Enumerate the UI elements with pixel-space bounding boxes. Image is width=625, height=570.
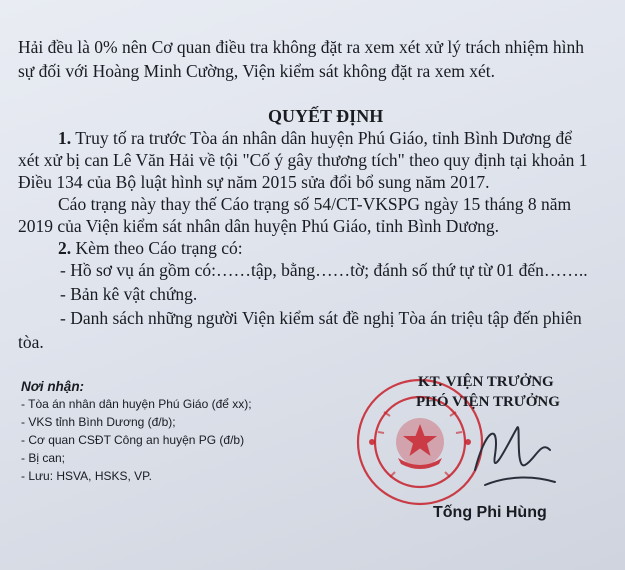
attachment-2: - Bản kê vật chứng. <box>60 284 198 304</box>
replace-line-1: Cáo trạng này thay thế Cáo trạng số 54/CT-VKSPG ngày 15 tháng 8 năm <box>58 194 572 214</box>
item-2-text: Kèm theo Cáo trạng có: <box>75 238 243 258</box>
decision-item-1-line-3: Điều 134 của Bộ luật hình sự năm 2015 sửa đổi bổ sung năm 2017. <box>18 172 490 192</box>
recipient-item: - Cơ quan CSĐT Công an huyện PG (đ/b) <box>21 433 245 447</box>
recipients-heading: Nơi nhận: <box>21 379 85 394</box>
item-1-number: 1. <box>58 128 72 148</box>
signature-title-line-1: KT. VIỆN TRƯỞNG <box>418 374 554 390</box>
item-1-text: Truy tố ra trước Tòa án nhân dân huyện Phú Giáo, tỉnh Bình Dương để <box>75 128 572 148</box>
signer-name: Tống Phi Hùng <box>433 504 547 521</box>
signature-title-line-2: PHÓ VIỆN TRƯỞNG <box>416 394 560 410</box>
recipient-item: - Tòa án nhân dân huyện Phú Giáo (để xx); <box>21 397 252 411</box>
recipient-item: - Bị can; <box>21 451 66 465</box>
attachment-3-line-2: tòa. <box>18 332 44 352</box>
decision-item-1-line-1 <box>58 127 572 149</box>
attachment-1: - Hồ sơ vụ án gồm có:……tập, bằng……tờ; đánh số thứ tự từ 01 đến…….. <box>60 260 588 280</box>
item-2-number: 2. <box>58 238 72 258</box>
recipient-item: - Lưu: HSVA, HSKS, VP. <box>21 469 152 483</box>
handwritten-signature-icon <box>455 410 565 500</box>
decision-item-2 <box>58 237 243 259</box>
decision-item-1-line-2: xét xử bị can Lê Văn Hải về tội "Cố ý gây thương tích" theo quy định tại khoản 1 <box>18 150 588 170</box>
recipient-item: - VKS tỉnh Bình Dương (đ/b); <box>21 415 176 429</box>
replace-line-2: 2019 của Viện kiểm sát nhân dân huyện Phú Giáo, tỉnh Bình Dương. <box>18 216 500 236</box>
body-line-2: sự đối với Hoàng Minh Cường, Viện kiểm sát không đặt ra xem xét. <box>18 61 495 81</box>
attachment-3-line-1: - Danh sách những người Viện kiểm sát đề nghị Tòa án triệu tập đến phiên <box>60 308 582 328</box>
body-line-1: Hải đều là 0% nên Cơ quan điều tra không đặt ra xem xét xử lý trách nhiệm hình <box>18 37 584 57</box>
decision-title: QUYẾT ĐỊNH <box>268 106 384 126</box>
